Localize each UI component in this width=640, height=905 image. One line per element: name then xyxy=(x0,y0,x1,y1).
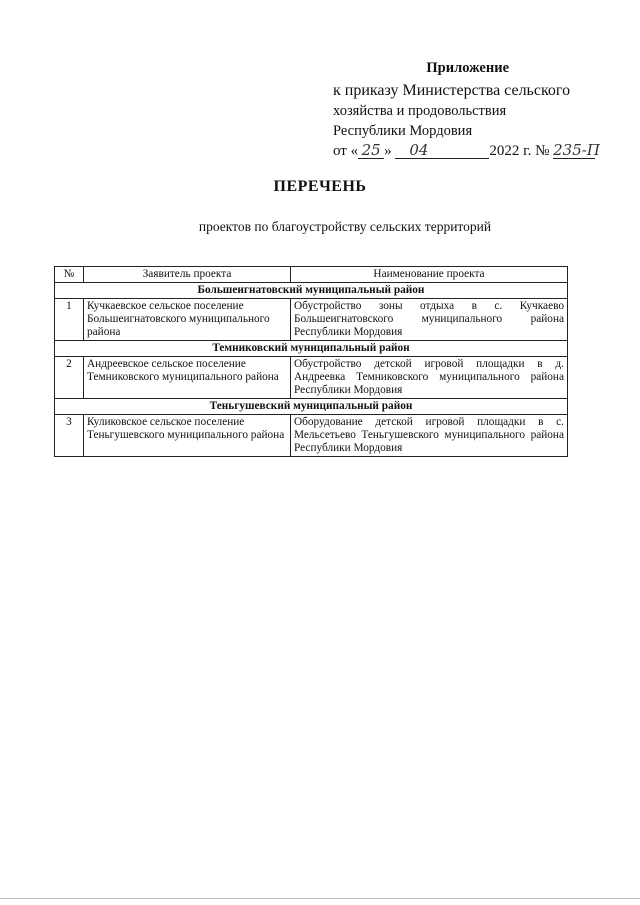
row-num: 1 xyxy=(55,299,84,341)
row-applicant: Кучкаевское сельское поселение Большеигнатовского муниципального района xyxy=(84,299,291,341)
header-num: № xyxy=(55,267,84,283)
appendix-date-line xyxy=(333,141,600,161)
row-applicant: Андреевское сельское поселение Темниковского муниципального района xyxy=(84,357,291,399)
row-project: Обустройство зоны отдыха в с. Кучкаево Большеигнатовского муниципального района Республики Мордовия xyxy=(291,299,568,341)
table-row xyxy=(55,357,568,399)
document-subtitle: проектов по благоустройству сельских территорий xyxy=(198,219,492,234)
region-row xyxy=(55,341,568,357)
region-name: Большеигнатовский муниципальный район xyxy=(55,283,568,299)
appendix-line-2: хозяйства и продовольствия xyxy=(333,103,507,119)
date-year: 2022 г. № xyxy=(489,143,550,159)
projects-table xyxy=(54,266,568,457)
appendix-block xyxy=(333,60,600,161)
region-name: Теньгушевский муниципальный район xyxy=(55,399,568,415)
region-row xyxy=(55,283,568,299)
region-row xyxy=(55,399,568,415)
table-row xyxy=(55,299,568,341)
date-mid: » xyxy=(384,143,392,159)
table-header-row xyxy=(55,267,568,283)
row-num: 2 xyxy=(55,357,84,399)
appendix-line-3: Республики Мордовия xyxy=(333,123,473,139)
region-name: Темниковский муниципальный район xyxy=(55,341,568,357)
table-row xyxy=(55,415,568,457)
order-number: 235-П xyxy=(553,141,600,159)
row-project: Оборудование детской игровой площадки в с. Мельсетьево Теньгушевского муниципального района Республики Мордовия xyxy=(291,415,568,457)
appendix-line-1: к приказу Министерства сельского xyxy=(333,82,571,99)
date-day: 25 xyxy=(358,142,384,159)
row-num: 3 xyxy=(55,415,84,457)
row-applicant: Куликовское сельское поселение Теньгушевского муниципального района xyxy=(84,415,291,457)
document-title: ПЕРЕЧЕНЬ xyxy=(273,178,367,195)
header-project: Наименование проекта xyxy=(291,267,568,283)
appendix-heading: Приложение xyxy=(426,60,509,76)
page-bottom-rule xyxy=(0,898,640,899)
date-month: 04 xyxy=(395,142,489,159)
date-prefix: от « xyxy=(333,143,359,159)
header-applicant: Заявитель проекта xyxy=(84,267,291,283)
row-project: Обустройство детской игровой площадки в д. Андреевка Темниковского муниципального района Республики Мордовия xyxy=(291,357,568,399)
